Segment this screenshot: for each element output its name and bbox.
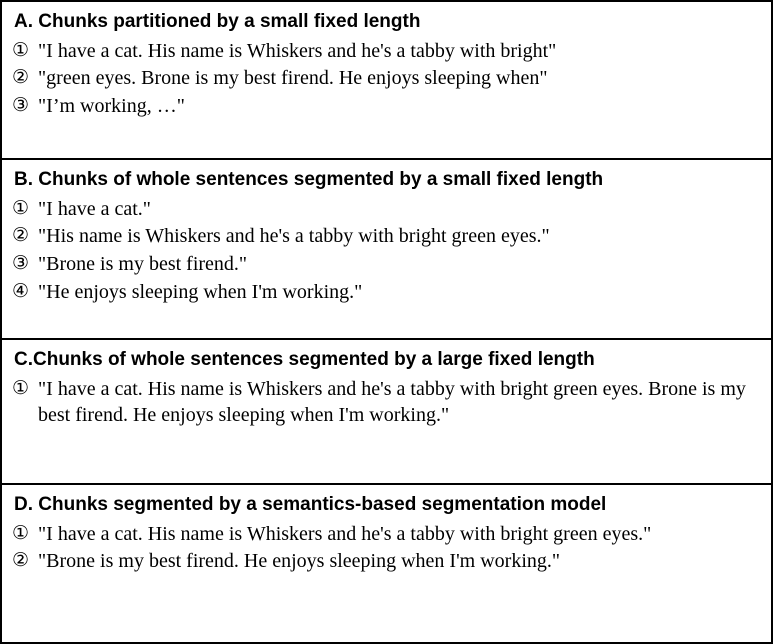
item-marker-1: ① bbox=[12, 521, 30, 544]
list-item bbox=[12, 521, 763, 548]
panel-a-title: A. Chunks partitioned by a small fixed length bbox=[14, 11, 421, 32]
list-item bbox=[12, 38, 763, 65]
item-text: "I have a cat." bbox=[38, 197, 151, 220]
item-text: "green eyes. Brone is my best firend. He enjoys sleeping when" bbox=[38, 67, 548, 90]
item-text: "Brone is my best firend. He enjoys sleeping when I'm working." bbox=[38, 550, 561, 573]
item-text: "I’m working, …" bbox=[38, 94, 185, 117]
list-item bbox=[12, 223, 763, 250]
list-item bbox=[12, 93, 763, 120]
item-marker-1: ① bbox=[12, 196, 30, 219]
panel-b-title: B. Chunks of whole sentences segmented by a small fixed length bbox=[14, 169, 604, 190]
panel-b bbox=[2, 160, 771, 340]
item-text: "Brone is my best firend." bbox=[38, 252, 248, 275]
item-marker-1: ① bbox=[12, 376, 30, 399]
item-marker-3: ③ bbox=[12, 251, 30, 274]
panel-a-items bbox=[12, 38, 763, 120]
panel-b-items bbox=[12, 196, 763, 305]
panel-c-title: C.Chunks of whole sentences segmented by a large fixed length bbox=[14, 349, 595, 370]
item-text: "I have a cat. His name is Whiskers and he's a tabby with bright green eyes. Brone is my best firend. He enjoys sleeping when I'm working." bbox=[38, 377, 751, 427]
item-text: "I have a cat. His name is Whiskers and he's a tabby with bright" bbox=[38, 39, 557, 62]
panel-c bbox=[2, 340, 771, 485]
item-marker-2: ② bbox=[12, 66, 30, 89]
list-item bbox=[12, 65, 763, 92]
panel-d bbox=[2, 485, 771, 642]
item-text: "I have a cat. His name is Whiskers and he's a tabby with bright green eyes." bbox=[38, 522, 652, 545]
panel-d-items bbox=[12, 521, 763, 575]
panel-d-title: D. Chunks segmented by a semantics-based segmentation model bbox=[14, 494, 607, 515]
list-item bbox=[12, 251, 763, 278]
item-marker-3: ③ bbox=[12, 93, 30, 116]
item-marker-2: ② bbox=[12, 224, 30, 247]
item-marker-4: ④ bbox=[12, 279, 30, 302]
list-item bbox=[12, 196, 763, 223]
item-text: "He enjoys sleeping when I'm working." bbox=[38, 280, 363, 303]
panel-c-items bbox=[12, 376, 763, 429]
item-text: "His name is Whiskers and he's a tabby with bright green eyes." bbox=[38, 225, 550, 248]
item-marker-1: ① bbox=[12, 38, 30, 61]
item-marker-2: ② bbox=[12, 549, 30, 572]
list-item bbox=[12, 376, 763, 429]
panel-a bbox=[2, 2, 771, 160]
list-item bbox=[12, 548, 763, 575]
list-item bbox=[12, 279, 763, 306]
